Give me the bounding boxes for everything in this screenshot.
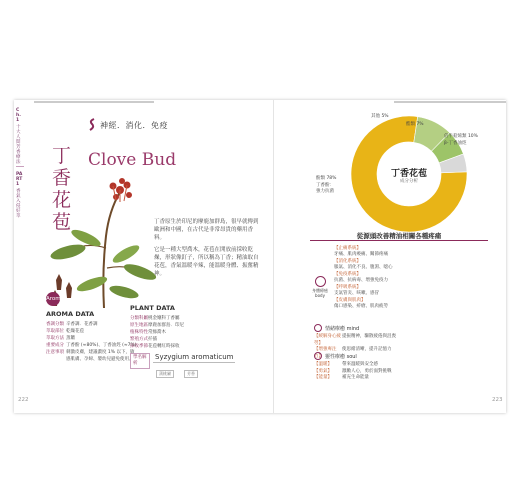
mind-row: 【緩解身心疲勞】 提振精神，驅散疲倦與沮喪: [314, 334, 396, 346]
plant-data: [130, 304, 266, 378]
body-figure-icon: [315, 276, 326, 287]
gutter: [273, 100, 274, 413]
soul-title: 靈性療癒 soul: [325, 353, 357, 360]
body-category: 【皮膚與肌肉】 傷口感染、疥瘡、肌肉疲勞: [334, 298, 388, 309]
donut-label-ester: 酯類 7%: [406, 122, 424, 127]
side-tab-chapter: Ch.1 十大人間芳香療法: [16, 108, 21, 165]
plant-row: 原生地區 摩鹿加群島．印尼: [130, 323, 184, 328]
plant-row: 繁殖方式 扦插: [130, 337, 157, 342]
side-tab-part: PART 1 香氣入侵好萃: [16, 172, 23, 219]
donut-label-phenol: 酚類 78%: [316, 176, 337, 181]
body-category: 【免疫系統】 抗菌、抗病毒、增強免疫力: [334, 272, 388, 283]
side-tab: [14, 100, 26, 413]
top-rule-left: [34, 101, 154, 103]
top-rule-right: [394, 101, 506, 103]
aroma-data-title: AROMA DATA: [46, 310, 95, 318]
soul-icon: [314, 352, 322, 360]
body-icon: 身體療癒 body: [310, 276, 330, 298]
mind-icon: [314, 324, 322, 332]
mind-title: 情緒療癒 mind: [325, 325, 360, 332]
book-spread: [14, 100, 506, 413]
aroma-row: 萃取部位 乾燥花苞: [46, 329, 84, 334]
cn-title: 丁香花苞: [52, 145, 72, 233]
page-number-right: 223: [492, 397, 503, 403]
soul-row: 【溫暖】 帶來溫暖與安全感: [314, 362, 378, 367]
aroma-row: 重要成分 丁香酚 (≈80%)、丁香油烴 (≈7%): [46, 343, 137, 348]
intro-paragraph: 丁香原生於印尼的摩鹿加群島，很早就傳到歐洲和中國，在古代是非常昂貴的藥用香料。: [154, 219, 259, 241]
header-title: 神經．消化．免疫: [100, 121, 168, 130]
soul-row: 【勇氣】 激勵人心，勇於面對挑戰: [314, 368, 392, 374]
body-category: 【消化系統】 脹氣、消化不良、腹瀉、噁心: [334, 259, 393, 270]
donut-note-right: β-丁香油烴: [444, 141, 467, 146]
aroma-row: 萃取方法 蒸餾: [46, 336, 75, 341]
header-mark-icon: [88, 118, 97, 131]
intro-paragraph: 它是一種大型喬木，花苞在開放前採收乾燥，形狀像釘子，所以稱為丁香；精油取自花苞，香氣溫暖辛辣，能溫暖身體、振奮精神。: [154, 247, 259, 277]
donut-center-name: 丁香花苞: [390, 169, 427, 179]
latin-parts: [156, 370, 266, 378]
aroma-data: [46, 310, 138, 363]
plant-row: 分類科屬 桃金孃科丁香屬: [130, 316, 180, 321]
page-number-left: 222: [18, 397, 29, 403]
latin-key: 學名解析: [130, 353, 150, 369]
intro-text: [154, 218, 262, 282]
side-tab-divider: [16, 166, 24, 167]
aroma-row: 注意事項 刺激皮膚，建議濃度 1% 以下，敏感肌膚、孕婦、嬰幼兒避免使用。: [46, 350, 135, 362]
aroma-row: 香調分類 辛香調．花香調: [46, 322, 98, 327]
aroma-badge: Aroma: [46, 292, 60, 306]
body-category: 【呼吸系統】 支氣管炎、咳嗽、感冒: [334, 285, 379, 296]
plant-row: 採收季節 花苞轉紅時採收: [130, 344, 180, 349]
soul-healing-block: [314, 352, 490, 382]
donut-center-sub: 成分分析: [400, 179, 418, 184]
body-category: 【止痛系統】 牙痛、肌肉痠痛、關節疼痛: [334, 246, 388, 257]
mind-row: 【增強專注力】 使思緒清晰，提升記憶力: [314, 347, 392, 359]
donut-label-sesquiterpene: 倍半萜烯類 10%: [444, 134, 478, 139]
latin-name: Syzygium aromaticum: [155, 353, 234, 361]
donut-note-left: 丁香酚： 強力抗菌: [316, 183, 334, 194]
en-title: Clove Bud: [88, 150, 177, 170]
donut-label-other: 其他 5%: [371, 114, 389, 119]
section-title: 從源頭改善精油相關各種疼痛: [356, 232, 442, 240]
latin-part: 芳香: [184, 370, 198, 378]
body-healing-block: [314, 246, 490, 311]
plant-data-title: PLANT DATA: [130, 304, 175, 312]
clove-illustration: [42, 176, 162, 310]
latin-part: 蒲桃屬: [156, 370, 174, 378]
soul-row: 【能量】 補充生命能量: [314, 375, 369, 380]
plant-row: 植株特性 常綠喬木: [130, 330, 166, 335]
latin-name-box: [130, 353, 266, 369]
section-rule: [310, 240, 488, 241]
